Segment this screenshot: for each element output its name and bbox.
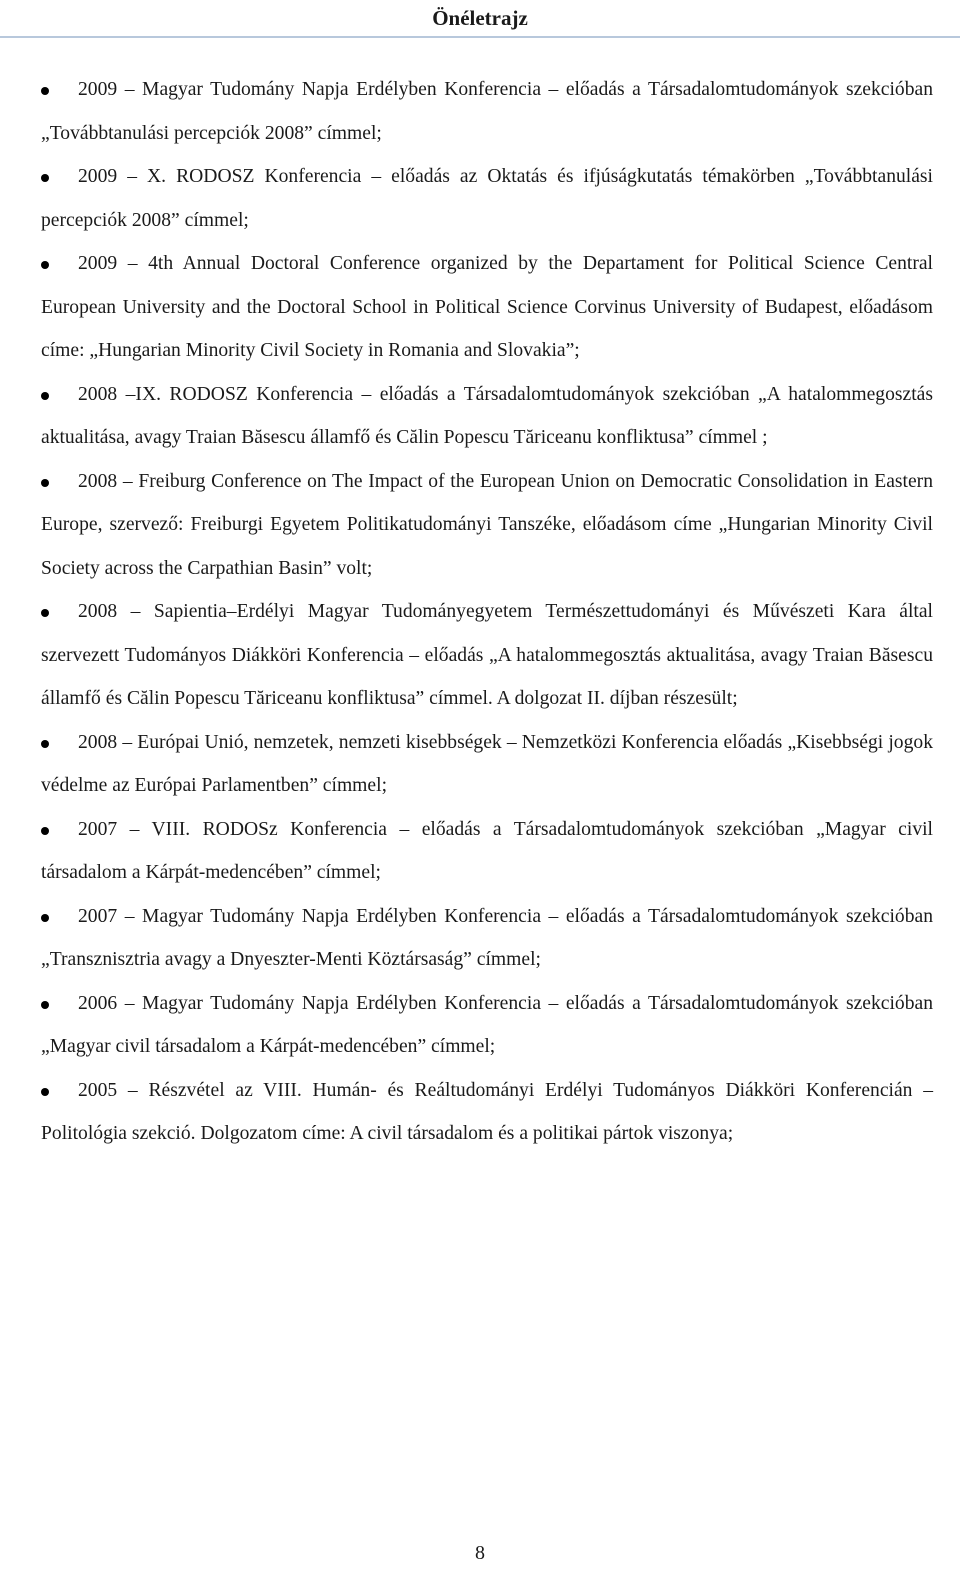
list-item [41, 242, 933, 373]
bullet-icon [41, 1001, 49, 1009]
list-item-text: 2008 – Sapientia–Erdélyi Magyar Tudományegyetem Természettudományi és Művészeti Kara által szervezett Tudományos Diákköri Konferencia – előadás „A hatalommegosztás aktualitása, avagy Traian Băsescu államfő és Călin Popescu Tăriceanu konfliktusa” címmel. A dolgozat II. díjban részesült; [41, 601, 933, 709]
list-item-text: 2005 – Részvétel az VIII. Humán- és Reáltudományi Erdélyi Tudományos Diákköri Konferencián – Politológia szekció. Dolgozatom címe: A civil társadalom és a politikai pártok viszonya; [41, 1079, 933, 1144]
list-item [41, 373, 933, 460]
list-item-text: 2006 – Magyar Tudomány Napja Erdélyben Konferencia – előadás a Társadalomtudományok szekcióban „Magyar civil társadalom a Kárpát-medencében” címmel; [41, 992, 933, 1057]
page-header [0, 0, 960, 38]
header-divider [0, 36, 960, 38]
list-item [41, 982, 933, 1069]
bullet-icon [41, 914, 49, 922]
bullet-icon [41, 174, 49, 182]
bullet-icon [41, 1088, 49, 1096]
list-item-text: 2008 – Európai Unió, nemzetek, nemzeti kisebbségek – Nemzetközi Konferencia előadás „Kisebbségi jogok védelme az Európai Parlamentben” címmel; [41, 731, 933, 796]
document-title: Önéletrajz [432, 6, 528, 30]
bullet-icon [41, 87, 49, 95]
page-number: 8 [475, 1542, 485, 1564]
list-item [41, 460, 933, 591]
bullet-icon [41, 392, 49, 400]
bullet-icon [41, 261, 49, 269]
list-item [41, 155, 933, 242]
list-item-text: 2009 – X. RODOSZ Konferencia – előadás az Oktatás és ifjúságkutatás témakörben „Továbbtanulási percepciók 2008” címmel; [41, 166, 933, 231]
list-item [41, 721, 933, 808]
list-item-text: 2007 – Magyar Tudomány Napja Erdélyben Konferencia – előadás a Társadalomtudományok szekcióban „Transznisztria avagy a Dnyeszter-Menti Köztársaság” címmel; [41, 905, 933, 970]
bullet-icon [41, 609, 49, 617]
list-item [41, 68, 933, 155]
list-item-text: 2007 – VIII. RODOSz Konferencia – előadás a Társadalomtudományok szekcióban „Magyar civil társadalom a Kárpát-medencében” címmel; [41, 818, 933, 883]
list-item [41, 590, 933, 721]
bullet-icon [41, 740, 49, 748]
list-item-text: 2008 –IX. RODOSZ Konferencia – előadás a Társadalomtudományok szekcióban „A hatalommegosztás aktualitása, avagy Traian Băsescu államfő és Călin Popescu Tăriceanu konfliktusa” címmel ; [41, 383, 933, 448]
bullet-icon [41, 827, 49, 835]
list-item [41, 1069, 933, 1156]
list-item-text: 2009 – 4th Annual Doctoral Conference organized by the Departament for Political Science Central European University and the Doctoral School in Political Science Corvinus University of Budapest, előadásom címe: „Hungarian Minority Civil Society in Romania and Slovakia”; [41, 253, 933, 361]
bullet-icon [41, 479, 49, 487]
conference-list [41, 68, 933, 1156]
list-item [41, 895, 933, 982]
list-item [41, 808, 933, 895]
list-item-text: 2009 – Magyar Tudomány Napja Erdélyben Konferencia – előadás a Társadalomtudományok szekcióban „Továbbtanulási percepciók 2008” címmel; [41, 79, 933, 144]
list-item-text: 2008 – Freiburg Conference on The Impact of the European Union on Democratic Consolidation in Eastern Europe, szervező: Freiburgi Egyetem Politikatudományi Tanszéke, előadásom címe „Hungarian Minority Civil Society across the Carpathian Basin” volt; [41, 470, 933, 579]
